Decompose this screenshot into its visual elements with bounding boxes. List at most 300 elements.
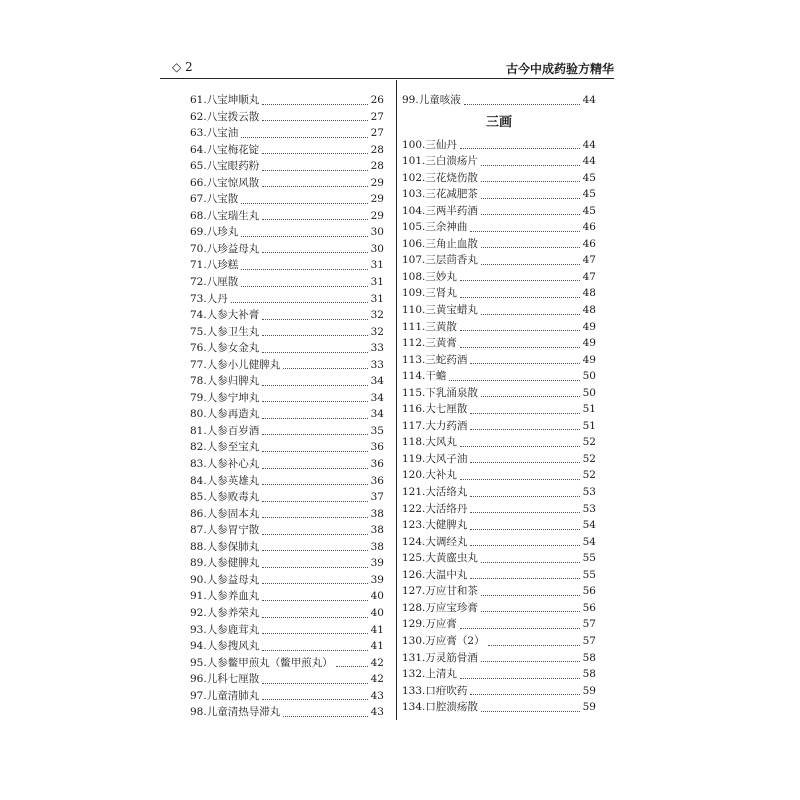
- dot-leader: [449, 380, 579, 381]
- entry-title: 三蛇药酒: [425, 353, 468, 366]
- dot-leader: [262, 170, 367, 171]
- entry-number: 131.: [402, 651, 426, 664]
- toc-entry: [402, 203, 596, 220]
- dot-leader: [470, 496, 579, 497]
- dot-leader: [470, 363, 579, 364]
- toc-entry: [402, 302, 596, 319]
- entry-number: 111.: [402, 320, 426, 333]
- dot-leader: [262, 501, 367, 502]
- toc-entry: [402, 534, 596, 551]
- toc-entry: [190, 175, 384, 192]
- entry-number: 128.: [402, 601, 426, 614]
- entry-number: 80.: [190, 408, 207, 421]
- toc-entry: [190, 456, 384, 473]
- dot-leader: [470, 578, 579, 579]
- entry-number: 88.: [190, 540, 207, 553]
- entry-number: 86.: [190, 507, 207, 520]
- entry-number: 102.: [402, 171, 426, 184]
- entry-number: 85.: [190, 491, 207, 504]
- dot-leader: [262, 583, 367, 584]
- dot-leader: [460, 330, 580, 331]
- toc-entry: [190, 208, 384, 225]
- entry-number: 89.: [190, 557, 207, 570]
- entry-title: 人参鳖甲煎丸（鳖甲煎丸）: [206, 656, 333, 669]
- entry-number: 110.: [402, 304, 426, 317]
- dot-leader: [488, 645, 580, 646]
- toc-entry: [402, 484, 596, 501]
- entry-number: 64.: [190, 143, 207, 156]
- dot-leader: [262, 699, 367, 700]
- entry-title: 人参搜风丸: [206, 640, 260, 653]
- entry-number: 105.: [402, 221, 426, 234]
- entry-page: 57: [582, 618, 596, 631]
- entry-title: 儿科七厘散: [206, 673, 260, 686]
- entry-page: 59: [582, 701, 596, 714]
- entry-title: 八宝惊风散: [206, 176, 260, 189]
- header-rule: [160, 78, 614, 79]
- dot-leader: [262, 219, 367, 220]
- entry-number: 112.: [402, 337, 426, 350]
- entry-number: 133.: [402, 684, 426, 697]
- toc-entry: [402, 170, 596, 187]
- entry-page: 47: [582, 270, 596, 283]
- entry-page: 54: [582, 519, 596, 532]
- toc-entry: [190, 125, 384, 142]
- dot-leader: [262, 600, 367, 601]
- toc-entry: [402, 401, 596, 418]
- entry-title: 大调经丸: [425, 535, 468, 548]
- section-title: 三画: [485, 114, 512, 130]
- dot-leader: [262, 153, 367, 154]
- toc-entry: [402, 467, 596, 484]
- dot-leader: [262, 633, 367, 634]
- entry-title: 八宝散: [206, 193, 239, 206]
- entry-number: 109.: [402, 287, 426, 300]
- toc-entry: [402, 434, 596, 451]
- toc-entry: [190, 671, 384, 688]
- entry-title: 八宝梅花锭: [206, 143, 260, 156]
- dot-leader: [262, 418, 367, 419]
- entry-number: 91.: [190, 590, 207, 603]
- entry-page: 36: [370, 458, 384, 471]
- toc-entry: [402, 352, 596, 369]
- toc-entry: [402, 368, 596, 385]
- entry-number: 100.: [402, 138, 426, 151]
- dot-leader: [460, 297, 580, 298]
- toc-entry: [190, 439, 384, 456]
- toc-entry: [190, 489, 384, 506]
- entry-number: 84.: [190, 474, 207, 487]
- entry-page: 44: [582, 94, 596, 106]
- entry-page: 29: [370, 209, 384, 222]
- entry-page: 47: [582, 254, 596, 267]
- entry-page: 41: [370, 640, 384, 653]
- dot-leader: [460, 479, 580, 480]
- dot-leader: [262, 120, 367, 121]
- entry-number: 94.: [190, 640, 207, 653]
- entry-page: 34: [370, 391, 384, 404]
- entry-page: 30: [370, 226, 384, 239]
- toc-entry: [402, 550, 596, 567]
- entry-number: 65.: [190, 160, 207, 173]
- dot-leader: [262, 319, 367, 320]
- dot-leader: [481, 264, 580, 265]
- dot-leader: [283, 368, 367, 369]
- entry-number: 78.: [190, 375, 207, 388]
- dot-leader: [481, 181, 580, 182]
- entry-title: 万应宝珍膏: [425, 601, 478, 614]
- entry-title: 人参胃宁散: [206, 524, 260, 537]
- entry-number: 79.: [190, 391, 207, 404]
- entry-number: 70.: [190, 242, 207, 255]
- toc-entry: [190, 406, 384, 423]
- entry-title: 大七厘散: [425, 403, 468, 416]
- entry-number: 134.: [402, 701, 426, 714]
- toc-entry: [402, 600, 596, 617]
- dot-leader: [481, 396, 580, 397]
- entry-number: 73.: [190, 292, 207, 305]
- entry-number: 120.: [402, 469, 426, 482]
- entry-title: 人参养荣丸: [206, 606, 260, 619]
- entry-page: 29: [370, 193, 384, 206]
- dot-leader: [481, 595, 580, 596]
- entry-page: 45: [582, 171, 596, 184]
- dot-leader: [464, 104, 580, 105]
- toc-entry: [190, 704, 384, 721]
- entry-title: 三花烧伤散: [425, 171, 478, 184]
- entry-page: 39: [370, 557, 384, 570]
- toc-entry: [190, 274, 384, 291]
- entry-title: 口腔溃疡散: [425, 701, 478, 714]
- toc-entry: [402, 219, 596, 236]
- dot-leader: [481, 711, 580, 712]
- entry-page: 28: [370, 143, 384, 156]
- toc-entry: [190, 522, 384, 539]
- dot-leader: [283, 716, 367, 717]
- entry-number: 130.: [402, 634, 426, 647]
- entry-number: 115.: [402, 386, 426, 399]
- toc-entry: [402, 501, 596, 518]
- toc-entry: [402, 252, 596, 269]
- dot-leader: [262, 186, 367, 187]
- entry-title: 人参再造丸: [206, 408, 260, 421]
- entry-number: 121.: [402, 486, 426, 499]
- toc-right-column: [402, 92, 596, 716]
- entry-title: 大力药酒: [425, 419, 468, 432]
- entry-title: 人参至宝丸: [206, 441, 260, 454]
- entry-page: 53: [582, 502, 596, 515]
- dot-leader: [481, 314, 580, 315]
- entry-title: 大健脾丸: [425, 519, 468, 532]
- toc-entry: [190, 572, 384, 589]
- entry-number: 99.: [402, 94, 419, 106]
- entry-page: 59: [582, 684, 596, 697]
- entry-number: 61.: [190, 94, 207, 106]
- entry-page: 50: [582, 370, 596, 383]
- column-divider: [396, 80, 397, 720]
- entry-page: 46: [582, 237, 596, 250]
- dot-leader: [262, 683, 367, 684]
- entry-title: 上清丸: [425, 668, 457, 681]
- entry-page: 45: [582, 188, 596, 201]
- dot-leader: [262, 468, 367, 469]
- toc-entry: [190, 324, 384, 341]
- entry-title: 八宝拨云散: [206, 110, 260, 123]
- entry-number: 62.: [190, 110, 207, 123]
- entry-title: 八珍糕: [206, 259, 239, 272]
- entry-page: 31: [370, 276, 384, 289]
- entry-number: 77.: [190, 358, 207, 371]
- entry-number: 71.: [190, 259, 207, 272]
- toc-entry: [402, 517, 596, 534]
- toc-entry: [190, 390, 384, 407]
- toc-entry: [190, 473, 384, 490]
- toc-entry: [190, 224, 384, 241]
- entry-page: 58: [582, 668, 596, 681]
- dot-leader: [231, 302, 368, 303]
- entry-number: 116.: [402, 403, 426, 416]
- toc-entry: [190, 638, 384, 655]
- entry-page: 46: [582, 221, 596, 234]
- dot-leader: [262, 517, 367, 518]
- entry-page: 48: [582, 304, 596, 317]
- dot-leader: [262, 617, 367, 618]
- toc-entry: [190, 655, 384, 672]
- entry-page: 57: [582, 634, 596, 647]
- entry-page: 31: [370, 259, 384, 272]
- entry-page: 43: [370, 689, 384, 702]
- toc-entry: [402, 385, 596, 402]
- entry-title: 三两半药酒: [425, 204, 478, 217]
- dot-leader: [241, 137, 367, 138]
- entry-number: 92.: [190, 606, 207, 619]
- toc-entry: [190, 340, 384, 357]
- entry-page: 44: [582, 155, 596, 168]
- entry-page: 48: [582, 287, 596, 300]
- entry-number: 107.: [402, 254, 426, 267]
- toc-entry: [190, 506, 384, 523]
- entry-page: 55: [582, 568, 596, 581]
- entry-title: 儿童清热导滞丸: [206, 706, 281, 719]
- dot-leader: [262, 534, 367, 535]
- entry-title: 人参败毒丸: [206, 491, 260, 504]
- dot-leader: [470, 413, 579, 414]
- toc-entry: [190, 257, 384, 274]
- dot-leader: [470, 231, 579, 232]
- entry-title: 儿童咳液: [418, 94, 461, 106]
- entry-title: 口疳吹药: [425, 684, 468, 697]
- dot-leader: [262, 385, 367, 386]
- toc-entry: [190, 241, 384, 258]
- entry-title: 三角止血散: [425, 237, 478, 250]
- entry-title: 八珍益母丸: [206, 242, 260, 255]
- entry-title: 大补丸: [425, 469, 457, 482]
- entry-page: 40: [370, 590, 384, 603]
- entry-title: 人参大补膏: [206, 309, 260, 322]
- entry-page: 42: [370, 673, 384, 686]
- toc-entry: [402, 269, 596, 286]
- toc-entry: [190, 109, 384, 126]
- entry-title: 人参英雄丸: [206, 474, 260, 487]
- dot-leader: [262, 567, 367, 568]
- toc-entry: [190, 307, 384, 324]
- entry-number: 108.: [402, 270, 426, 283]
- entry-title: 万灵筋骨酒: [425, 651, 478, 664]
- entry-page: 53: [582, 486, 596, 499]
- entry-title: 人参卫生丸: [206, 325, 260, 338]
- toc-left-column: [190, 92, 384, 721]
- toc-entry: [402, 335, 596, 352]
- toc-entry: [402, 236, 596, 253]
- entry-number: 68.: [190, 209, 207, 222]
- entry-page: 38: [370, 507, 384, 520]
- toc-entry: [402, 153, 596, 170]
- entry-title: 大风丸: [425, 436, 457, 449]
- toc-entry: [402, 683, 596, 700]
- entry-page: 51: [582, 419, 596, 432]
- toc-entry: [402, 137, 596, 154]
- entry-number: 118.: [402, 436, 426, 449]
- entry-title: 下乳涌泉散: [425, 386, 478, 399]
- book-title: 古今中成药验方精华: [505, 62, 614, 76]
- entry-number: 106.: [402, 237, 426, 250]
- toc-entry: [402, 616, 596, 633]
- entry-page: 52: [582, 469, 596, 482]
- entry-title: 八宝眼药粉: [206, 160, 260, 173]
- dot-leader: [262, 650, 367, 651]
- entry-number: 123.: [402, 519, 426, 532]
- dot-leader: [481, 611, 580, 612]
- dot-leader: [481, 661, 580, 662]
- toc-entry: [402, 650, 596, 667]
- entry-title: 人参补心丸: [206, 458, 260, 471]
- entry-page: 52: [582, 436, 596, 449]
- entry-number: 82.: [190, 441, 207, 454]
- entry-page: 40: [370, 606, 384, 619]
- entry-page: 50: [582, 386, 596, 399]
- entry-title: 儿童清肺丸: [206, 689, 260, 702]
- entry-page: 38: [370, 540, 384, 553]
- entry-title: 三余神曲: [425, 221, 468, 234]
- entry-page: 41: [370, 623, 384, 636]
- entry-number: 97.: [190, 689, 207, 702]
- entry-page: 52: [582, 452, 596, 465]
- entry-page: 36: [370, 474, 384, 487]
- entry-number: 72.: [190, 276, 207, 289]
- dot-leader: [470, 429, 579, 430]
- entry-page: 33: [370, 342, 384, 355]
- entry-number: 67.: [190, 193, 207, 206]
- entry-title: 大温中丸: [425, 568, 468, 581]
- page-marker: ◇ 2: [172, 60, 193, 74]
- entry-page: 42: [370, 656, 384, 669]
- entry-title: 大活络丹: [425, 502, 468, 515]
- entry-title: 八宝油: [206, 127, 239, 140]
- dot-leader: [241, 236, 367, 237]
- toc-entry: [402, 418, 596, 435]
- entry-page: 54: [582, 535, 596, 548]
- toc-entry: [190, 539, 384, 556]
- entry-page: 32: [370, 325, 384, 338]
- entry-number: 101.: [402, 155, 426, 168]
- dot-leader: [262, 335, 367, 336]
- dot-leader: [470, 529, 579, 530]
- entry-title: 三白溃疡片: [425, 155, 478, 168]
- entry-number: 90.: [190, 573, 207, 586]
- toc-entry: [190, 191, 384, 208]
- entry-title: 八珍丸: [206, 226, 239, 239]
- entry-number: 96.: [190, 673, 207, 686]
- entry-number: 81.: [190, 424, 207, 437]
- dot-leader: [460, 280, 580, 281]
- toc-entry: [190, 605, 384, 622]
- entry-number: 129.: [402, 618, 426, 631]
- entry-page: 56: [582, 585, 596, 598]
- toc-entry: [190, 357, 384, 374]
- entry-number: 132.: [402, 668, 426, 681]
- toc-entry: [190, 423, 384, 440]
- dot-leader: [481, 562, 580, 563]
- entry-number: 113.: [402, 353, 426, 366]
- entry-number: 127.: [402, 585, 426, 598]
- dot-leader: [262, 104, 367, 105]
- toc-entry: [402, 92, 596, 109]
- toc-entry: [402, 186, 596, 203]
- entry-page: 33: [370, 358, 384, 371]
- dot-leader: [460, 446, 580, 447]
- entry-page: 29: [370, 176, 384, 189]
- entry-number: 93.: [190, 623, 207, 636]
- entry-title: 三花减肥茶: [425, 188, 478, 201]
- dot-leader: [481, 247, 580, 248]
- dot-leader: [470, 545, 579, 546]
- entry-number: 114.: [402, 370, 426, 383]
- dot-leader: [460, 678, 580, 679]
- entry-title: 八宝坤顺丸: [206, 94, 260, 106]
- entry-title: 大黄䗪虫丸: [425, 552, 478, 565]
- dot-leader: [470, 694, 579, 695]
- dot-leader: [262, 550, 367, 551]
- page-header: [160, 58, 614, 78]
- entry-number: 103.: [402, 188, 426, 201]
- entry-page: 30: [370, 242, 384, 255]
- entry-title: 三层茴香丸: [425, 254, 478, 267]
- entry-title: 干蟾: [425, 370, 447, 383]
- toc-entry: [190, 688, 384, 705]
- entry-page: 49: [582, 353, 596, 366]
- toc-entry: [402, 285, 596, 302]
- entry-page: 43: [370, 706, 384, 719]
- dot-leader: [470, 512, 579, 513]
- entry-page: 49: [582, 320, 596, 333]
- dot-leader: [241, 203, 367, 204]
- entry-number: 74.: [190, 309, 207, 322]
- dot-leader: [460, 628, 580, 629]
- entry-title: 八厘散: [206, 276, 239, 289]
- dot-leader: [241, 286, 367, 287]
- entry-title: 人参保肺丸: [206, 540, 260, 553]
- entry-title: 万应膏: [425, 618, 457, 631]
- entry-title: 人参益母丸: [206, 573, 260, 586]
- entry-number: 66.: [190, 176, 207, 189]
- dot-leader: [481, 214, 580, 215]
- entry-page: 55: [582, 552, 596, 565]
- entry-title: 人参固本丸: [206, 507, 260, 520]
- toc-entry: [190, 622, 384, 639]
- dot-leader: [481, 165, 580, 166]
- entry-page: 34: [370, 375, 384, 388]
- entry-page: 27: [370, 110, 384, 123]
